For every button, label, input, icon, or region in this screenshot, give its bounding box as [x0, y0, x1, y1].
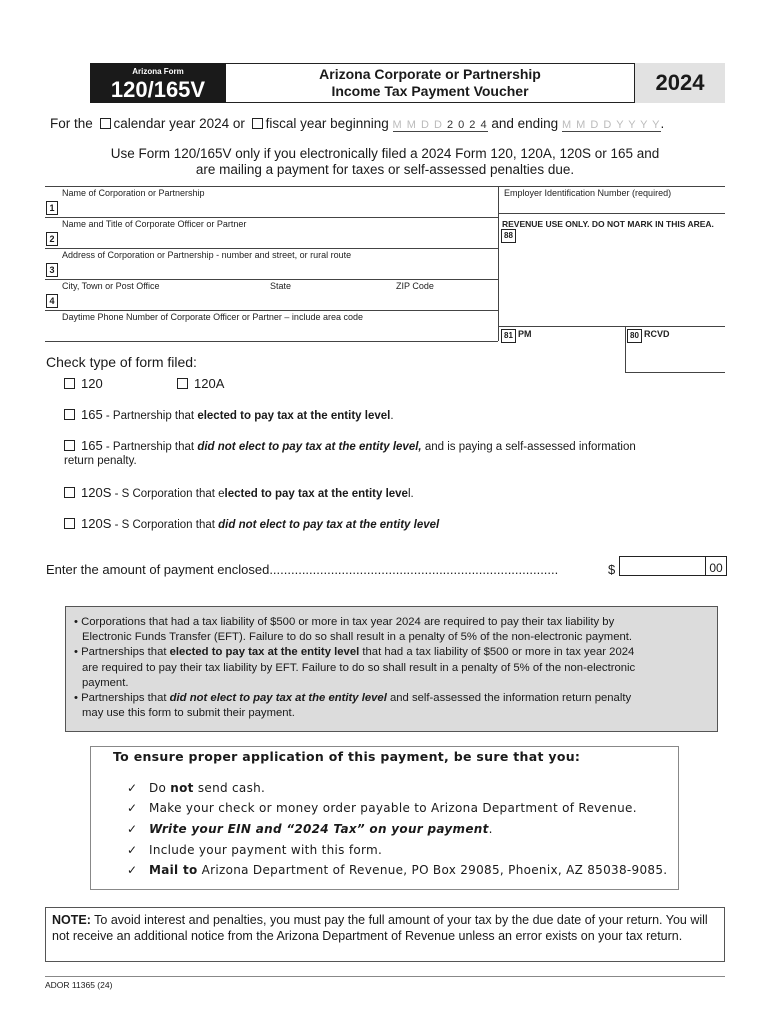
ein-field-label: Employer Identification Number (required)	[504, 188, 672, 198]
notice-3-pre: • Partnerships that	[74, 692, 170, 705]
option-165b-bold: did not elect to pay tax at the entity level,	[197, 441, 422, 453]
end-date-placeholder: M M D D Y Y Y Y	[561, 119, 661, 131]
option-120sa-post: l.	[407, 488, 414, 500]
grid-line-ein	[498, 213, 725, 214]
form-number: 120/165V	[110, 77, 206, 102]
notice-bullet-2	[74, 645, 705, 691]
fiscal-year-label: fiscal year beginning	[265, 116, 389, 131]
form-code: ADOR 11365 (24)	[45, 980, 113, 990]
option-120sa-code: 120S	[81, 485, 112, 500]
option-165a-bold: elected to pay tax at the entity level	[197, 410, 391, 422]
option-165a-post: .	[390, 410, 394, 422]
notice-bullet-1	[74, 615, 705, 645]
revenue-code-80: 80	[627, 329, 642, 343]
ensure-1-pre: Do	[149, 781, 171, 795]
fiscal-end-date-field[interactable]	[562, 119, 661, 132]
state-field-label: State	[270, 281, 292, 291]
note-box	[45, 907, 725, 962]
ensure-1-bold: not	[170, 781, 194, 795]
begin-date-placeholder: M M D D	[392, 119, 443, 131]
zip-field-label: ZIP Code	[396, 281, 434, 291]
name-field-label: Name of Corporation or Partnership	[62, 188, 205, 198]
form-title	[226, 66, 634, 100]
period-end-dot: .	[660, 116, 665, 131]
calendar-year-label: calendar year 2024 or	[113, 116, 245, 131]
grid-divider	[498, 186, 499, 341]
option-120-label: 120	[81, 376, 103, 391]
address-field-label: Address of Corporation or Partnership - number and street, or rural route	[62, 250, 352, 260]
ensure-1-post: send cash.	[193, 781, 266, 795]
grid-divider-pm	[625, 326, 626, 372]
notice-3-bold: did not elect to pay tax at the entity level	[169, 692, 387, 705]
note-text: To avoid interest and penalties, you must pay the full amount of your tax by the due date of your return. You will not receive an additional notice from the Arizona Department of Revenue unless an error exists on your tax return.	[52, 913, 708, 943]
option-165b-line2: return penalty.	[64, 455, 137, 467]
for-the-label: For the	[50, 116, 93, 131]
ensure-item-cash	[127, 781, 265, 795]
grid-line-3	[45, 279, 498, 280]
notice-bullet-3	[74, 691, 705, 721]
note-label: NOTE:	[52, 913, 91, 927]
calendar-year-checkbox[interactable]	[100, 118, 111, 129]
payment-amount-input[interactable]	[619, 556, 706, 576]
option-120sa-pre: - S Corporation that e	[111, 488, 225, 500]
grid-line-1	[45, 217, 498, 218]
city-field-label: City, Town or Post Office	[62, 281, 160, 291]
checkbox-120s-not-elected[interactable]	[64, 518, 75, 529]
footer-rule	[45, 976, 725, 977]
option-165-elected[interactable]	[64, 407, 394, 422]
rcvd-label: RCVD	[644, 329, 670, 339]
option-165-not-elected[interactable]	[64, 438, 636, 453]
check-icon: ✓	[127, 822, 138, 836]
grid-line-5	[45, 341, 498, 342]
form-id-block	[90, 63, 226, 103]
dollar-sign: $	[608, 562, 616, 577]
line-number-1: 1	[46, 201, 58, 215]
revenue-code-81: 81	[501, 329, 516, 343]
ending-label: and ending	[491, 116, 559, 131]
checkbox-120[interactable]	[64, 378, 75, 389]
grid-top-line	[45, 186, 725, 187]
check-icon: ✓	[127, 801, 138, 815]
form-label: Arizona Form	[132, 67, 184, 76]
ensure-5-bold: Mail to	[149, 863, 198, 877]
check-icon: ✓	[127, 781, 138, 795]
fiscal-begin-date-field[interactable]	[393, 119, 488, 132]
line-number-2: 2	[46, 232, 58, 246]
option-120sa-bold: lected to pay tax at the entity leve	[224, 488, 408, 500]
notice-2-line2: are required to pay their tax liability by EFT. Failure to do so shall result in a penalty of 5% of the non-electronic	[82, 661, 636, 674]
payment-dots: ................................................................................	[269, 562, 559, 577]
ensure-item-include	[127, 843, 382, 857]
ensure-2-text: Make your check or money order payable to Arizona Department of Revenue.	[149, 801, 637, 815]
payment-label: Enter the amount of payment enclosed	[46, 562, 270, 577]
form-type-heading: Check type of form filed:	[46, 354, 197, 370]
option-165b-code: 165	[81, 438, 103, 453]
ensure-title: To ensure proper application of this payment, be sure that you:	[113, 749, 581, 764]
fiscal-year-checkbox[interactable]	[252, 118, 263, 129]
tax-year: 2024	[634, 63, 725, 103]
ensure-payment-box	[90, 746, 679, 890]
notice-2-line3: payment.	[82, 676, 129, 689]
ensure-3-post: .	[488, 822, 493, 836]
officer-field-label: Name and Title of Corporate Officer or Partner	[62, 219, 247, 229]
grid-line-2	[45, 248, 498, 249]
ensure-3-text: Write your EIN and “2024 Tax” on your payment	[149, 822, 489, 836]
ensure-item-ein	[127, 822, 493, 836]
option-120s-not-elected[interactable]	[64, 516, 439, 531]
notice-2-post: that had a tax liability of $500 or more in tax year 2024	[359, 646, 635, 659]
checkbox-165-elected[interactable]	[64, 409, 75, 420]
notice-3-line2: may use this form to submit their payment.	[82, 707, 295, 720]
ensure-item-mail	[127, 863, 667, 877]
revenue-use-label: REVENUE USE ONLY. DO NOT MARK IN THIS AREA.	[502, 219, 714, 229]
grid-line-revenue	[498, 326, 725, 327]
ensure-4-text: Include your payment with this form.	[149, 843, 383, 857]
option-120a-label: 120A	[194, 376, 225, 391]
notice-3-post: and self-assessed the information return penalty	[386, 692, 632, 705]
notice-2-bold: elected to pay tax at the entity level	[169, 646, 360, 659]
checkbox-165-not-elected[interactable]	[64, 440, 75, 451]
line-number-4: 4	[46, 294, 58, 308]
option-165a-pre: - Partnership that	[102, 410, 198, 422]
checkbox-120a[interactable]	[177, 378, 188, 389]
check-icon: ✓	[127, 863, 138, 877]
notice-2-pre: • Partnerships that	[74, 646, 170, 659]
pm-label: PM	[518, 329, 532, 339]
ensure-item-payable	[127, 801, 637, 815]
option-120[interactable]	[64, 376, 103, 391]
ensure-5-post: Arizona Department of Revenue, PO Box 29085, Phoenix, AZ 85038-9085.	[197, 863, 668, 877]
option-165a-code: 165	[81, 407, 103, 422]
phone-field-label: Daytime Phone Number of Corporate Officer or Partner – include area code	[62, 312, 363, 322]
revenue-code-88: 88	[501, 229, 516, 243]
eft-notice-box	[65, 606, 718, 732]
grid-line-4	[45, 310, 498, 311]
checkbox-120s-elected[interactable]	[64, 487, 75, 498]
check-icon: ✓	[127, 843, 138, 857]
option-165b-post: and is paying a self-assessed information	[421, 441, 636, 453]
option-120sb-code: 120S	[81, 516, 112, 531]
option-120sb-bold: did not elect to pay tax at the entity level	[218, 519, 440, 531]
tax-period-line	[50, 116, 664, 132]
option-120a[interactable]	[177, 376, 224, 391]
notice-1-line1: • Corporations that had a tax liability of $500 or more in tax year 2024 are required to pay their tax liability by	[74, 616, 615, 628]
line-number-3: 3	[46, 263, 58, 277]
option-120sb-pre: - S Corporation that	[111, 519, 219, 531]
notice-1-line2: Electronic Funds Transfer (EFT). Failure to do so shall result in a penalty of 5% of the non-electronic payment.	[82, 631, 633, 644]
form-title-line2: Income Tax Payment Voucher	[331, 83, 529, 99]
grid-line-rcvd	[625, 372, 725, 373]
option-120s-elected[interactable]	[64, 485, 414, 500]
usage-line2: are mailing a payment for taxes or self-assessed penalties due.	[195, 162, 575, 177]
begin-year-value: 2 0 2 4	[446, 119, 488, 131]
usage-line1: Use Form 120/165V only if you electronically filed a 2024 Form 120, 120A, 120S or 165 and	[110, 146, 660, 161]
form-title-line1: Arizona Corporate or Partnership	[319, 66, 541, 82]
payment-cents: 00	[705, 556, 727, 576]
usage-instructions	[90, 146, 680, 178]
payment-amount-row	[46, 562, 558, 577]
option-165b-pre: - Partnership that	[102, 441, 198, 453]
